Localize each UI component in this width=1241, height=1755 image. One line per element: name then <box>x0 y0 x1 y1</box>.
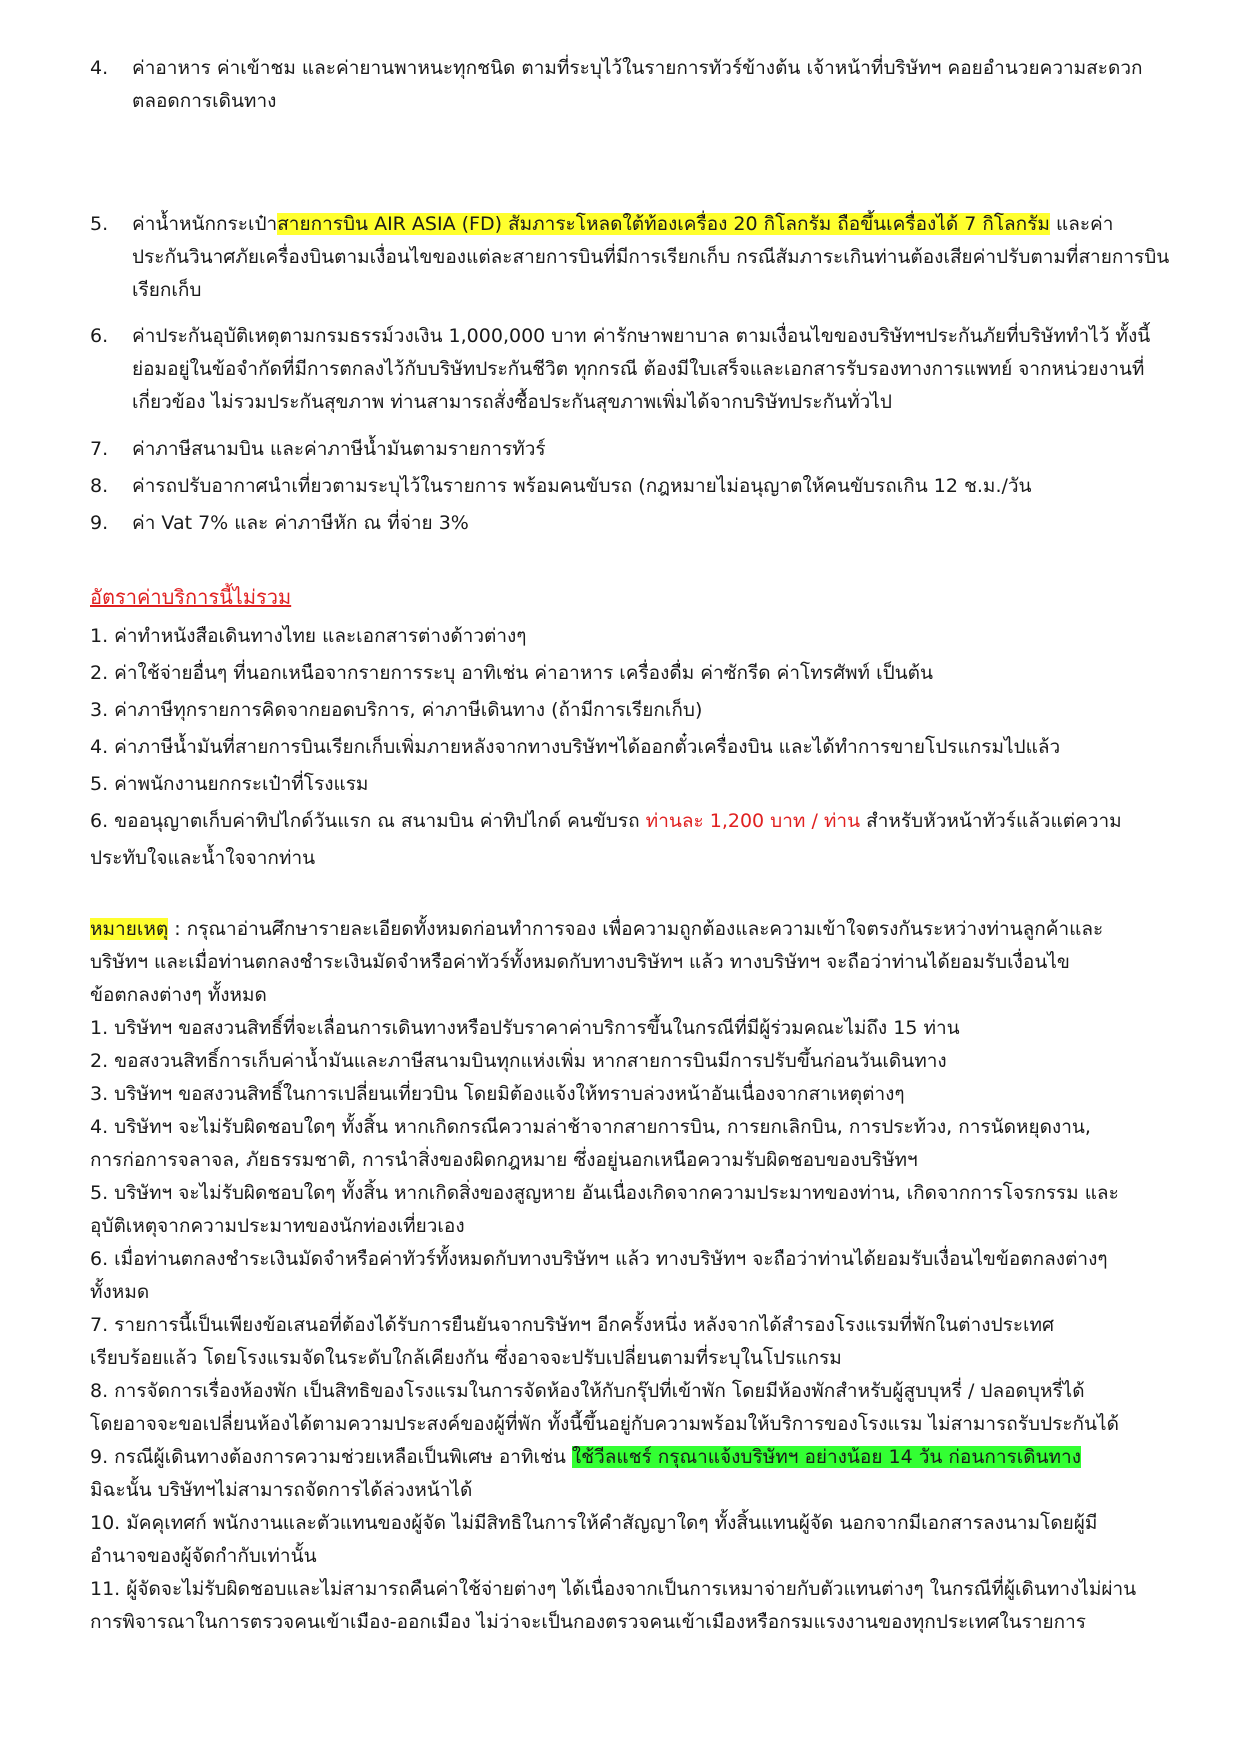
excluded-item-3: 3. ค่าภาษีทุกรายการคิดจากยอดบริการ, ค่าภาษีเดินทาง (ถ้ามีการเรียกเก็บ) <box>90 699 703 721</box>
remarks-intro-text: : กรุณาอ่านศึกษารายละเอียดทั้งหมดก่อนทำการจอง เพื่อความถูกต้องและความเข้าใจตรงกันระหว่างท่านลูกค้าและ <box>168 918 1104 940</box>
remark-line: เรียบร้อยแล้ว โดยโรงแรมจัดในระดับใกล้เคียงกัน ซึ่งอาจจะปรับเปลี่ยนตามที่ระบุในโปรแกรม <box>90 1347 842 1369</box>
remark-line: 2. ขอสงวนสิทธิ์การเก็บค่าน้ำมันและภาษีสนามบินทุกแห่งเพิ่ม หากสายการบินมีการปรับขึ้นก่อนวันเดินทาง <box>90 1050 947 1072</box>
included-item-5 <box>90 208 1170 307</box>
remark-line: 4. บริษัทฯ จะไม่รับผิดชอบใดๆ ทั้งสิ้น หากเกิดกรณีความล่าช้าจากสายการบิน, การยกเลิกบิน, การประท้วง, การนัดหยุดงาน, <box>90 1116 1091 1138</box>
remarks-intro-line-2: บริษัทฯ และเมื่อท่านตกลงชำระเงินมัดจำหรือค่าทัวร์ทั้งหมดกับทางบริษัทฯ แล้ว ทางบริษัทฯ จะถือว่าท่านได้ยอมรับเงื่อนไข <box>90 951 1070 973</box>
remark-line: 11. ผู้จัดจะไม่รับผิดชอบและไม่สามารถคืนค่าใช้จ่ายต่างๆ ได้เนื่องจากเป็นการเหมาจ่ายกับตัวแทนต่างๆ ในกรณีที่ผู้เดินทางไม่ผ่าน <box>90 1578 1137 1600</box>
item-number: 4. <box>90 57 109 79</box>
excluded-item-6-continued: ประทับใจและน้ำใจจากท่าน <box>90 847 316 869</box>
remark-line: โดยอาจจะขอเปลี่ยนห้องได้ตามความประสงค์ของผู้ที่พัก ทั้งนี้ขึ้นอยู่กับความพร้อมให้บริการของโรงแรม ไม่สามารถรับประกันได้ <box>90 1413 1119 1435</box>
remarks-label: หมายเหตุ <box>90 918 169 940</box>
item-number: 6. <box>90 325 109 347</box>
excluded-item-4: 4. ค่าภาษีน้ำมันที่สายการบินเรียกเก็บเพิ่มภายหลังจากทางบริษัทฯได้ออกตั๋วเครื่องบิน และได้ทำการขายโปรแกรมไปแล้ว <box>90 736 1061 758</box>
remark-line: การพิจารณาในการตรวจคนเข้าเมือง-ออกเมือง ไม่ว่าจะเป็นกองตรวจคนเข้าเมืองหรือกรมแรงงานของทุกประเทศในรายการ <box>90 1611 1087 1633</box>
excluded-item-6-text-end: สำหรับหัวหน้าทัวร์แล้วแต่ความ <box>860 810 1122 832</box>
included-item-6 <box>90 320 1170 419</box>
item-text-start: ค่าน้ำหนักกระเป๋า <box>132 213 278 235</box>
remark-line: 7. รายการนี้เป็นเพียงข้อเสนอที่ต้องได้รับการยืนยันจากบริษัทฯ อีกครั้งหนึ่ง หลังจากได้สำรองโรงแรมที่พักในต่างประเทศ <box>90 1314 1055 1336</box>
tip-amount: ท่านละ 1,200 บาท / ท่าน <box>645 810 861 832</box>
remarks-intro-line-1 <box>90 913 1180 946</box>
remark-item-9-text: 9. กรณีผู้เดินทางต้องการความช่วยเหลือเป็นพิเศษ อาทิเช่น <box>90 1446 572 1468</box>
item-text-end: และค่าประกันวินาศภัยเครื่องบินตามเงื่อนไขของแต่ละสายการบินที่มีการเรียกเก็บ กรณีสัมภาระเกินท่านต้องเสียค่าปรับตามที่สายการบินเรียกเก็บ <box>132 213 1170 301</box>
remark-line: 6. เมื่อท่านตกลงชำระเงินมัดจำหรือค่าทัวร์ทั้งหมดกับทางบริษัทฯ แล้ว ทางบริษัทฯ จะถือว่าท่านได้ยอมรับเงื่อนไขข้อตกลงต่างๆ <box>90 1248 1108 1270</box>
remarks-intro-line-3: ข้อตกลงต่างๆ ทั้งหมด <box>90 984 267 1006</box>
item-number: 7. <box>90 438 109 460</box>
item-text: ค่าภาษีสนามบิน และค่าภาษีน้ำมันตามรายการทัวร์ <box>132 438 546 460</box>
item-number: 5. <box>90 213 109 235</box>
item-number: 8. <box>90 475 109 497</box>
excluded-item-5: 5. ค่าพนักงานยกกระเป๋าที่โรงแรม <box>90 773 369 795</box>
item-text: ค่ารถปรับอากาศนำเที่ยวตามระบุไว้ในรายการ พร้อมคนขับรถ (กฎหมายไม่อนุญาตให้คนขับรถเกิน 12 ช.ม./วัน <box>132 475 1032 497</box>
excluded-item-1: 1. ค่าทำหนังสือเดินทางไทย และเอกสารต่างด้าวต่างๆ <box>90 625 527 647</box>
remark-item-9 <box>90 1441 1180 1474</box>
remark-line: 8. การจัดการเรื่องห้องพัก เป็นสิทธิของโรงแรมในการจัดห้องให้กับกรุ๊ปที่เข้าพัก โดยมีห้องพักสำหรับผู้สูบบุหรี่ / ปลอดบุหรี่ได้ <box>90 1380 1085 1402</box>
remark-line: 1. บริษัทฯ ขอสงวนสิทธิ์ที่จะเลื่อนการเดินทางหรือปรับราคาค่าบริการขึ้นในกรณีที่มีผู้ร่วมคณะไม่ถึง 15 ท่าน <box>90 1017 960 1039</box>
item-text: ค่า Vat 7% และ ค่าภาษีหัก ณ ที่จ่าย 3% <box>132 512 469 534</box>
excluded-item-6-text: 6. ขออนุญาตเก็บค่าทิปไกด์วันแรก ณ สนามบิน ค่าทิปไกด์ คนขับรถ <box>90 810 646 832</box>
excluded-item-2: 2. ค่าใช้จ่ายอื่นๆ ที่นอกเหนือจากรายการระบุ อาทิเช่น ค่าอาหาร เครื่องดื่ม ค่าซักรีด ค่าโทรศัพท์ เป็นต้น <box>90 662 933 684</box>
excluded-item-6 <box>90 805 1180 838</box>
included-item-4 <box>90 52 1170 118</box>
remark-line: การก่อการจลาจล, ภัยธรรมชาติ, การนำสิ่งของผิดกฎหมาย ซึ่งอยู่นอกเหนือความรับผิดชอบของบริษัทฯ <box>90 1149 918 1171</box>
included-item-9 <box>90 507 1170 540</box>
included-item-8 <box>90 470 1170 503</box>
remark-line: อุบัติเหตุจากความประมาทของนักท่องเที่ยวเอง <box>90 1215 465 1237</box>
remark-line: 10. มัคคุเทศก์ พนักงานและตัวแทนของผู้จัด ไม่มีสิทธิในการให้คำสัญญาใดๆ ทั้งสิ้นแทนผู้จัด นอกจากมีเอกสารลงนามโดยผู้มี <box>90 1512 1098 1534</box>
item-number: 9. <box>90 512 109 534</box>
remark-line: 5. บริษัทฯ จะไม่รับผิดชอบใดๆ ทั้งสิ้น หากเกิดสิ่งของสูญหาย อันเนื่องเกิดจากความประมาทของท่าน, เกิดจากการโจรกรรม และ <box>90 1182 1119 1204</box>
remark-line: 3. บริษัทฯ ขอสงวนสิทธิ์ในการเปลี่ยนเที่ยวบิน โดยมิต้องแจ้งให้ทราบล่วงหน้าอันเนื่องจากสาเหตุต่างๆ <box>90 1083 905 1105</box>
item-text: ค่าประกันอุบัติเหตุตามกรมธรรม์วงเงิน 1,000,000 บาท ค่ารักษาพยาบาล ตามเงื่อนไขของบริษัทฯประกันภัยที่บริษัททำไว้ ทั้งนี้ย่อมอยู่ในข้อจำกัดที่มีการตกลงไว้กับบริษัทประกันชีวิต ทุกกรณี ต้องมีใบเสร็จและเอกสารรับรองทางการแพทย์ จากหน่วยงานที่เกี่ยวข้อง ไม่รวมประกันสุขภาพ ท่านสามารถสั่งซื้อประกันสุขภาพเพิ่มได้จากบริษัทประกันทั่วไป <box>132 325 1151 413</box>
remark-line: อำนาจของผู้จัดกำกับเท่านั้น <box>90 1545 317 1567</box>
excluded-section-title: อัตราค่าบริการนี้ไม่รวม <box>90 585 292 609</box>
included-item-7 <box>90 433 1170 466</box>
baggage-highlight: สายการบิน AIR ASIA (FD) สัมภาระโหลดใต้ท้องเครื่อง 20 กิโลกรัม ถือขึ้นเครื่องได้ 7 กิโลกรัม <box>277 213 1050 235</box>
item-text: ค่าอาหาร ค่าเข้าชม และค่ายานพาหนะทุกชนิด ตามที่ระบุไว้ในรายการทัวร์ข้างต้น เจ้าหน้าที่บริษัทฯ คอยอำนวยความสะดวกตลอดการเดินทาง <box>132 57 1143 112</box>
item-text <box>132 208 1170 307</box>
remark-item-9-continued: มิฉะนั้น บริษัทฯไม่สามารถจัดการได้ล่วงหน้าได้ <box>90 1479 473 1501</box>
wheelchair-highlight: ใช้วีลแชร์ กรุณาแจ้งบริษัทฯ อย่างน้อย 14 วัน ก่อนการเดินทาง <box>571 1446 1081 1468</box>
remark-line: ทั้งหมด <box>90 1281 150 1303</box>
